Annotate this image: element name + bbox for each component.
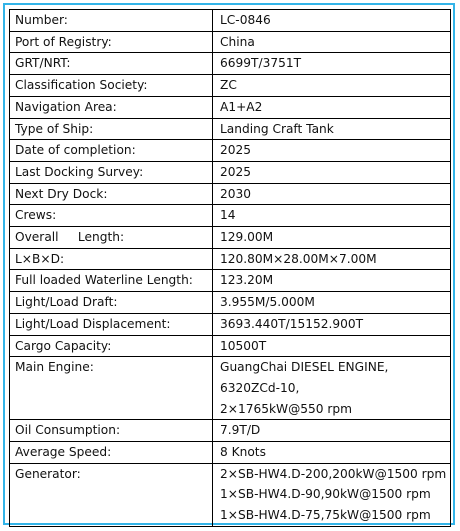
spec-value — [213, 227, 451, 249]
spec-value-line: 3.955M/5.000M — [220, 295, 315, 310]
spec-value-line: 2×SB-HW4.D-200,200kW@1500 rpm — [220, 466, 447, 481]
spec-value-line: 6699T/3751T — [220, 56, 302, 71]
spec-label: Light/Load Draft: — [10, 292, 213, 314]
spec-value — [213, 270, 451, 292]
spec-row — [10, 53, 451, 75]
spec-value — [213, 96, 451, 118]
spec-row — [10, 270, 451, 292]
spec-label: Port of Registry: — [10, 31, 213, 53]
spec-value — [213, 205, 451, 227]
spec-label: Light/Load Displacement: — [10, 313, 213, 335]
spec-label: Type of Ship: — [10, 118, 213, 140]
spec-row — [10, 205, 451, 227]
spec-row — [10, 248, 451, 270]
spec-label: Navigation Area: — [10, 96, 213, 118]
spec-value-line: 2025 — [220, 143, 252, 158]
spec-label: L×B×D: — [10, 248, 213, 270]
spec-value-line: GuangChai DIESEL ENGINE, — [220, 360, 389, 375]
spec-label: Oil Consumption: — [10, 420, 213, 442]
spec-label: Overall Length: — [10, 227, 213, 249]
spec-label: Crews: — [10, 205, 213, 227]
spec-row — [10, 75, 451, 97]
spec-value — [213, 161, 451, 183]
spec-value — [213, 442, 451, 464]
spec-value-line: China — [220, 34, 255, 49]
spec-label: Cargo Capacity: — [10, 335, 213, 357]
spec-row — [10, 96, 451, 118]
spec-table-body — [10, 10, 451, 527]
spec-label: Next Dry Dock: — [10, 183, 213, 205]
spec-value — [213, 10, 451, 32]
spec-value-line: ZC — [220, 78, 237, 93]
spec-value — [213, 463, 451, 526]
spec-label: Average Speed: — [10, 442, 213, 464]
spec-row — [10, 31, 451, 53]
spec-row — [10, 118, 451, 140]
spec-row — [10, 442, 451, 464]
spec-label: Main Engine: — [10, 357, 213, 420]
spec-value — [213, 118, 451, 140]
spec-value-line: LC-0846 — [220, 13, 271, 27]
spec-value-line: 14 — [220, 208, 236, 223]
spec-value — [213, 420, 451, 442]
spec-row — [10, 10, 451, 32]
spec-label: Generator: — [10, 463, 213, 526]
spec-row — [10, 183, 451, 205]
spec-value — [213, 75, 451, 97]
spec-value-line: Landing Craft Tank — [220, 121, 334, 136]
spec-value — [213, 292, 451, 314]
spec-value-line: 6320ZCd-10, — [220, 380, 300, 395]
spec-value-line: 3693.440T/15152.900T — [220, 316, 364, 331]
spec-row — [10, 140, 451, 162]
spec-value — [213, 140, 451, 162]
spec-row — [10, 335, 451, 357]
spec-row — [10, 463, 451, 526]
spec-value-line: 123.20M — [220, 273, 274, 288]
spec-value-line: 8 Knots — [220, 445, 266, 460]
spec-value — [213, 313, 451, 335]
spec-label: Classification Society: — [10, 75, 213, 97]
spec-value-line: A1+A2 — [220, 99, 263, 114]
spec-value — [213, 31, 451, 53]
spec-value-line: 7.9T/D — [220, 423, 261, 438]
spec-value — [213, 357, 451, 420]
spec-value — [213, 335, 451, 357]
spec-label: Full loaded Waterline Length: — [10, 270, 213, 292]
spec-value — [213, 248, 451, 270]
spec-label: Date of completion: — [10, 140, 213, 162]
spec-label: GRT/NRT: — [10, 53, 213, 75]
spec-row — [10, 161, 451, 183]
spec-value-line: 2025 — [220, 164, 252, 179]
spec-row — [10, 292, 451, 314]
spec-label: Last Docking Survey: — [10, 161, 213, 183]
spec-value-line: 120.80M×28.00M×7.00M — [220, 251, 377, 266]
spec-row — [10, 420, 451, 442]
ship-spec-table — [9, 9, 451, 527]
spec-value-line: 2×1765kW@550 rpm — [220, 401, 353, 416]
spec-value-line: 129.00M — [220, 230, 274, 245]
spec-value-line: 10500T — [220, 338, 267, 353]
spec-row — [10, 313, 451, 335]
spec-value-line: 1×SB-HW4.D-75,75kW@1500 rpm — [220, 508, 431, 523]
spec-value-line: 2030 — [220, 186, 252, 201]
spec-value — [213, 53, 451, 75]
spec-value — [213, 183, 451, 205]
spec-row — [10, 227, 451, 249]
spec-label: Number: — [10, 10, 213, 32]
spec-value-line: 1×SB-HW4.D-90,90kW@1500 rpm — [220, 487, 431, 502]
spec-row — [10, 357, 451, 420]
spec-table-frame — [3, 3, 455, 525]
